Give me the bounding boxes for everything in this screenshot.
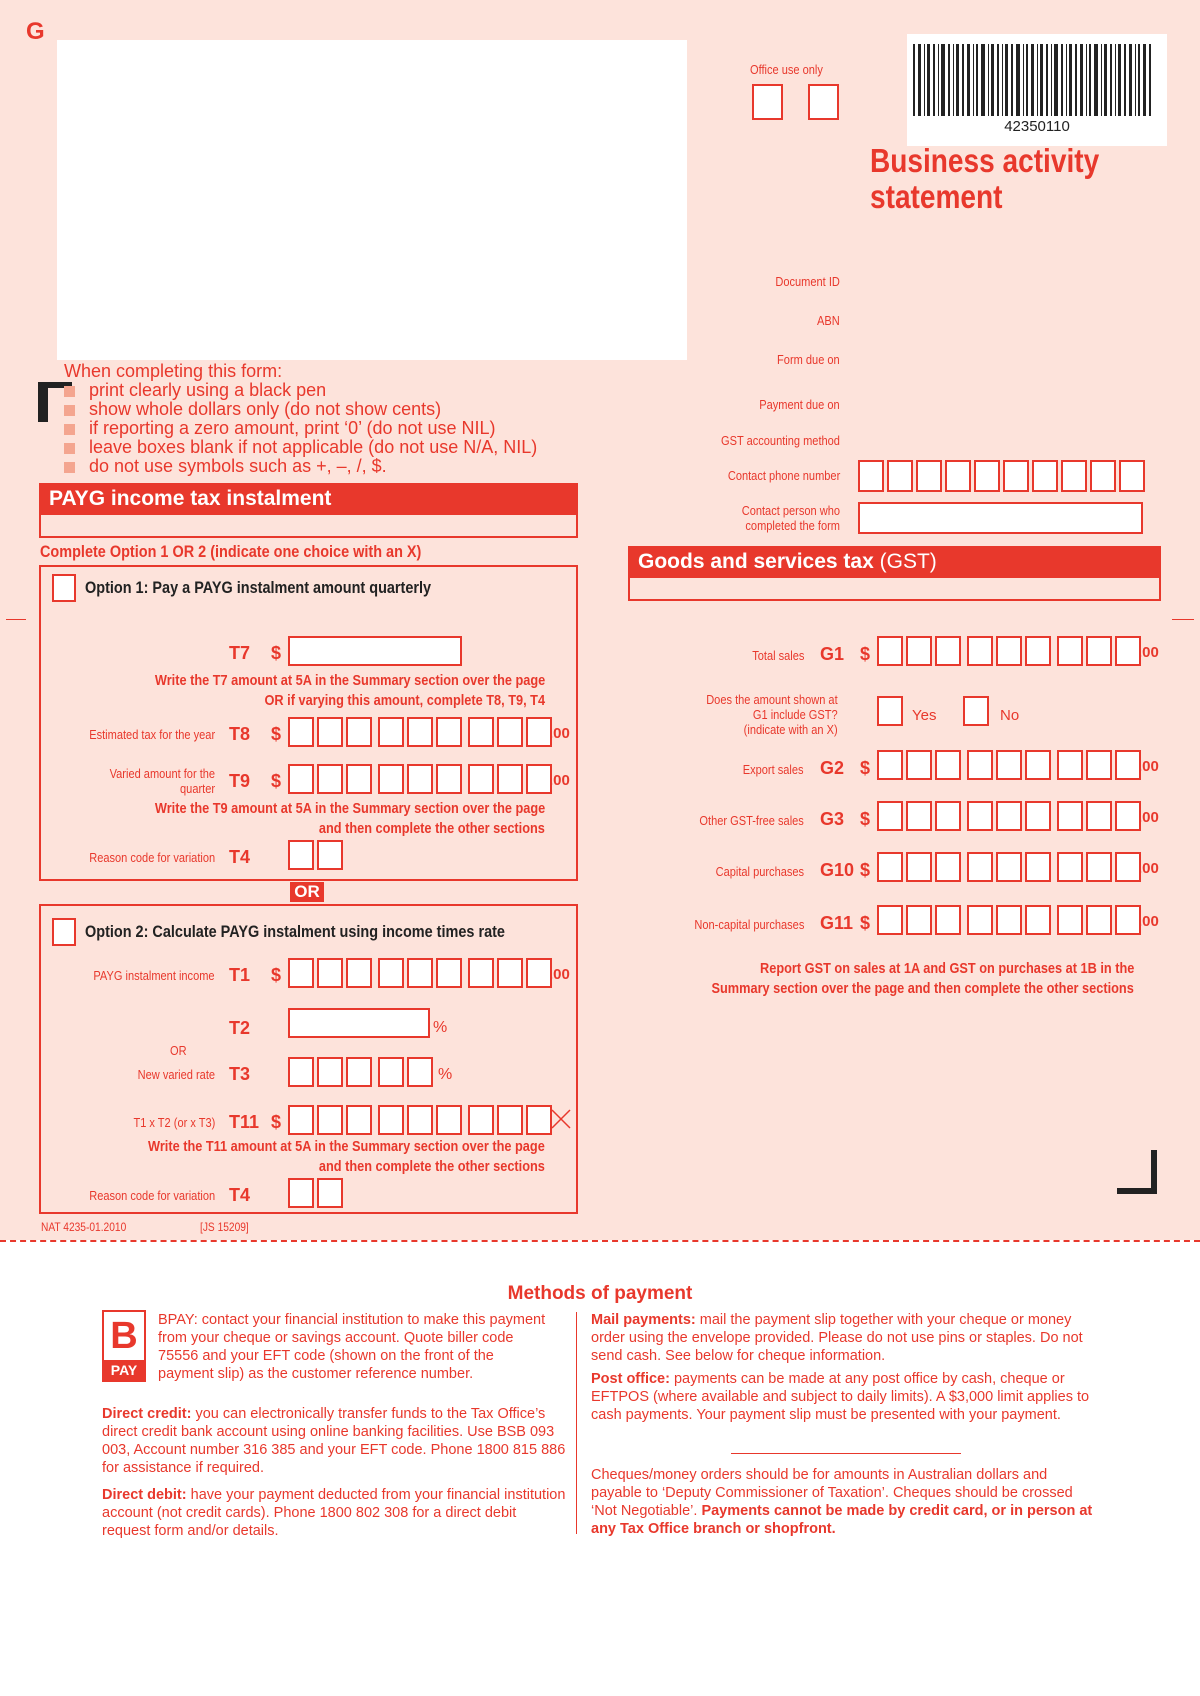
t4b-label: Reason code for variation bbox=[89, 1188, 215, 1203]
title-line-1: Business activity bbox=[870, 142, 1100, 179]
g10-dollar: $ bbox=[860, 860, 871, 880]
post-office-info: Post office: payments can be made at any post office by cash, cheque or EFTPOS (where available and subject to daily limits). A $3,000 limit applies to cash payments. Your payment slip must be presented with your payment. bbox=[591, 1371, 1090, 1423]
t1-code: T1 bbox=[229, 965, 251, 985]
t4b-input[interactable] bbox=[288, 1178, 346, 1208]
g2-code: G2 bbox=[820, 758, 845, 778]
t1-cents: .00 bbox=[549, 966, 570, 983]
t7-instruction-2: OR if varying this amount, complete T8, T9, T4 bbox=[264, 692, 545, 709]
t4-code: T4 bbox=[229, 847, 251, 867]
t7-instruction-1: Write the T7 amount at 5A in the Summary section over the page bbox=[154, 672, 545, 689]
form-due-label: Form due on bbox=[777, 352, 840, 367]
g1-gst-no-checkbox[interactable] bbox=[963, 696, 989, 726]
t7-dollar: $ bbox=[271, 643, 282, 663]
g1-input[interactable] bbox=[877, 636, 1144, 666]
t2-code: T2 bbox=[229, 1018, 251, 1038]
or-separator: OR bbox=[290, 882, 324, 902]
g10-code: G10 bbox=[820, 860, 855, 880]
contact-person-input[interactable] bbox=[858, 502, 1143, 534]
t2-percent: % bbox=[433, 1019, 448, 1036]
g1-dollar: $ bbox=[860, 644, 871, 664]
address-window bbox=[57, 40, 687, 360]
t2-input[interactable] bbox=[288, 1008, 430, 1038]
t4b-code: T4 bbox=[229, 1185, 251, 1205]
t1-dollar: $ bbox=[271, 965, 282, 985]
g2-dollar: $ bbox=[860, 758, 871, 778]
gst-title: Goods and services tax (GST) bbox=[628, 546, 1161, 578]
t11-instruction-2: and then complete the other sections bbox=[318, 1158, 545, 1175]
t9-instruction-2: and then complete the other sections bbox=[318, 820, 545, 837]
t3-percent: % bbox=[438, 1066, 453, 1083]
page-title bbox=[870, 143, 1099, 215]
g11-code: G11 bbox=[820, 913, 854, 933]
t7-code: T7 bbox=[229, 643, 251, 663]
g2-cents: .00 bbox=[1138, 758, 1159, 775]
t8-input[interactable] bbox=[288, 717, 555, 747]
instruction-item: show whole dollars only (do not show cents) bbox=[64, 400, 537, 419]
contact-phone-label: Contact phone number bbox=[727, 468, 840, 483]
payg-title: PAYG income tax instalment bbox=[39, 483, 578, 515]
g11-cents: .00 bbox=[1138, 913, 1159, 930]
fold-mark-left bbox=[6, 619, 26, 620]
t9-code: T9 bbox=[229, 771, 251, 791]
direct-debit-info: Direct debit: have your payment deducted from your financial institution account (not credit cards). Phone 1800 802 308 for a direct debit request form and/or details. bbox=[102, 1487, 566, 1539]
g1-gst-question: Does the amount shown at G1 include GST? (indicate with an X) bbox=[706, 692, 838, 737]
g11-dollar: $ bbox=[860, 913, 871, 933]
title-line-2: statement bbox=[870, 178, 1003, 215]
payment-divider bbox=[576, 1312, 577, 1534]
g1-label: Total sales bbox=[751, 648, 804, 663]
g1-cents: .00 bbox=[1138, 644, 1159, 661]
t9-cents: .00 bbox=[549, 772, 570, 789]
t11-input[interactable] bbox=[288, 1105, 555, 1135]
payment-due-label: Payment due on bbox=[759, 397, 840, 412]
gst-instruction-2: Summary section over the page and then complete the other sections bbox=[711, 980, 1134, 997]
cheque-info: Cheques/money orders should be for amounts in Australian dollars and payable to ‘Deputy Commissioner of Taxation’. Cheques should be crossed ‘Not Negotiable’. Payments cannot be made by credit card, or in person at any Tax Office branch or shopfront. bbox=[591, 1467, 1093, 1537]
direct-credit-info: Direct credit: you can electronically transfer funds to the Tax Office’s direct credit bank account using online banking facilities. Use BSB 093 003, Account number 316 385 and your EFT code. Phone 1800 815 886 for assistance if required. bbox=[102, 1406, 566, 1476]
g1-code: G1 bbox=[820, 644, 845, 664]
option2-checkbox[interactable] bbox=[52, 918, 76, 946]
t11-code: T11 bbox=[229, 1112, 260, 1132]
no-label: No bbox=[1000, 707, 1020, 724]
t9-input[interactable] bbox=[288, 764, 555, 794]
t11-dollar: $ bbox=[271, 1112, 282, 1132]
office-use-box-1[interactable] bbox=[752, 84, 783, 120]
form-letter: G bbox=[26, 18, 45, 45]
contact-phone-input[interactable] bbox=[858, 460, 1148, 492]
g3-cents: .00 bbox=[1138, 809, 1159, 826]
t7-input[interactable] bbox=[288, 636, 462, 666]
t11-instruction-1: Write the T11 amount at 5A in the Summary section over the page bbox=[148, 1138, 545, 1155]
t9-label: Varied amount for the quarter bbox=[109, 766, 215, 796]
t8-label: Estimated tax for the year bbox=[89, 727, 215, 742]
option2-label: Option 2: Calculate PAYG instalment using income times rate bbox=[85, 922, 505, 941]
t4-input[interactable] bbox=[288, 840, 346, 870]
instruction-item: if reporting a zero amount, print ‘0’ (do not use NIL) bbox=[64, 419, 537, 438]
t11-cross-icon bbox=[550, 1108, 572, 1130]
footer-code: NAT 4235-01.2010 bbox=[41, 1220, 127, 1234]
t3-input[interactable] bbox=[288, 1057, 436, 1087]
t3-code: T3 bbox=[229, 1064, 251, 1084]
fold-mark-right bbox=[1172, 619, 1194, 620]
instruction-item: do not use symbols such as +, –, /, $. bbox=[64, 457, 537, 476]
t8-cents: .00 bbox=[549, 725, 570, 742]
complete-option-label: Complete Option 1 OR 2 (indicate one choice with an X) bbox=[40, 542, 422, 561]
office-use-label: Office use only bbox=[750, 62, 823, 77]
option1-checkbox[interactable] bbox=[52, 574, 76, 602]
or-small: OR bbox=[170, 1043, 187, 1058]
t1-input[interactable] bbox=[288, 958, 555, 988]
gst-method-label: GST accounting method bbox=[721, 433, 840, 448]
payment-title: Methods of payment bbox=[507, 1283, 693, 1304]
t3-label: New varied rate bbox=[137, 1067, 215, 1082]
t9-instruction-1: Write the T9 amount at 5A in the Summary section over the page bbox=[154, 800, 545, 817]
t11-label: T1 x T2 (or x T3) bbox=[133, 1115, 215, 1130]
t9-dollar: $ bbox=[271, 771, 282, 791]
barcode bbox=[907, 34, 1167, 146]
t4-label: Reason code for variation bbox=[89, 850, 215, 865]
corner-mark-tl-v bbox=[38, 382, 48, 422]
g3-code: G3 bbox=[820, 809, 845, 829]
instructions bbox=[64, 362, 537, 476]
yes-label: Yes bbox=[912, 707, 937, 724]
g3-dollar: $ bbox=[860, 809, 871, 829]
g1-gst-yes-checkbox[interactable] bbox=[877, 696, 903, 726]
abn-label: ABN bbox=[817, 313, 840, 328]
bpay-logo-icon: B PAY bbox=[102, 1310, 146, 1382]
g10-input[interactable] bbox=[877, 852, 1144, 882]
g11-label: Non-capital purchases bbox=[694, 917, 804, 932]
mail-payments-info: Mail payments: mail the payment slip together with your cheque or money order using the envelope provided. Please do not use pins or staples. Do not send cash. See below for cheque information. bbox=[591, 1312, 1083, 1364]
t8-code: T8 bbox=[229, 724, 251, 744]
tear-line bbox=[0, 1240, 1200, 1242]
instructions-heading: When completing this form: bbox=[64, 361, 283, 381]
corner-mark-br-h bbox=[1117, 1188, 1157, 1194]
gst-instruction-1: Report GST on sales at 1A and GST on purchases at 1B in the bbox=[759, 960, 1134, 977]
barcode-number: 42350110 bbox=[1004, 118, 1070, 135]
contact-person-label: Contact person who completed the form bbox=[741, 503, 840, 533]
g11-input[interactable] bbox=[877, 905, 1144, 935]
g10-cents: .00 bbox=[1138, 860, 1159, 877]
g2-input[interactable] bbox=[877, 750, 1144, 780]
bpay-info: BPAY: contact your financial institution to make this payment from your cheque or savings account. Quote biller code 75556 and your EFT code (shown on the front of the payment slip) as the customer reference number. bbox=[158, 1312, 546, 1382]
g10-label: Capital purchases bbox=[715, 864, 804, 879]
option1-label: Option 1: Pay a PAYG instalment amount quarterly bbox=[85, 578, 432, 597]
g3-label: Other GST-free sales bbox=[699, 813, 804, 828]
document-id-label: Document ID bbox=[775, 274, 840, 289]
t1-label: PAYG instalment income bbox=[93, 968, 215, 983]
instruction-item: leave boxes blank if not applicable (do not use N/A, NIL) bbox=[64, 438, 537, 457]
payment-rule bbox=[731, 1453, 961, 1454]
instruction-item: print clearly using a black pen bbox=[64, 381, 537, 400]
footer-js: [JS 15209] bbox=[200, 1220, 249, 1234]
g3-input[interactable] bbox=[877, 801, 1144, 831]
office-use-box-2[interactable] bbox=[808, 84, 839, 120]
g2-label: Export sales bbox=[743, 762, 804, 777]
t8-dollar: $ bbox=[271, 724, 282, 744]
